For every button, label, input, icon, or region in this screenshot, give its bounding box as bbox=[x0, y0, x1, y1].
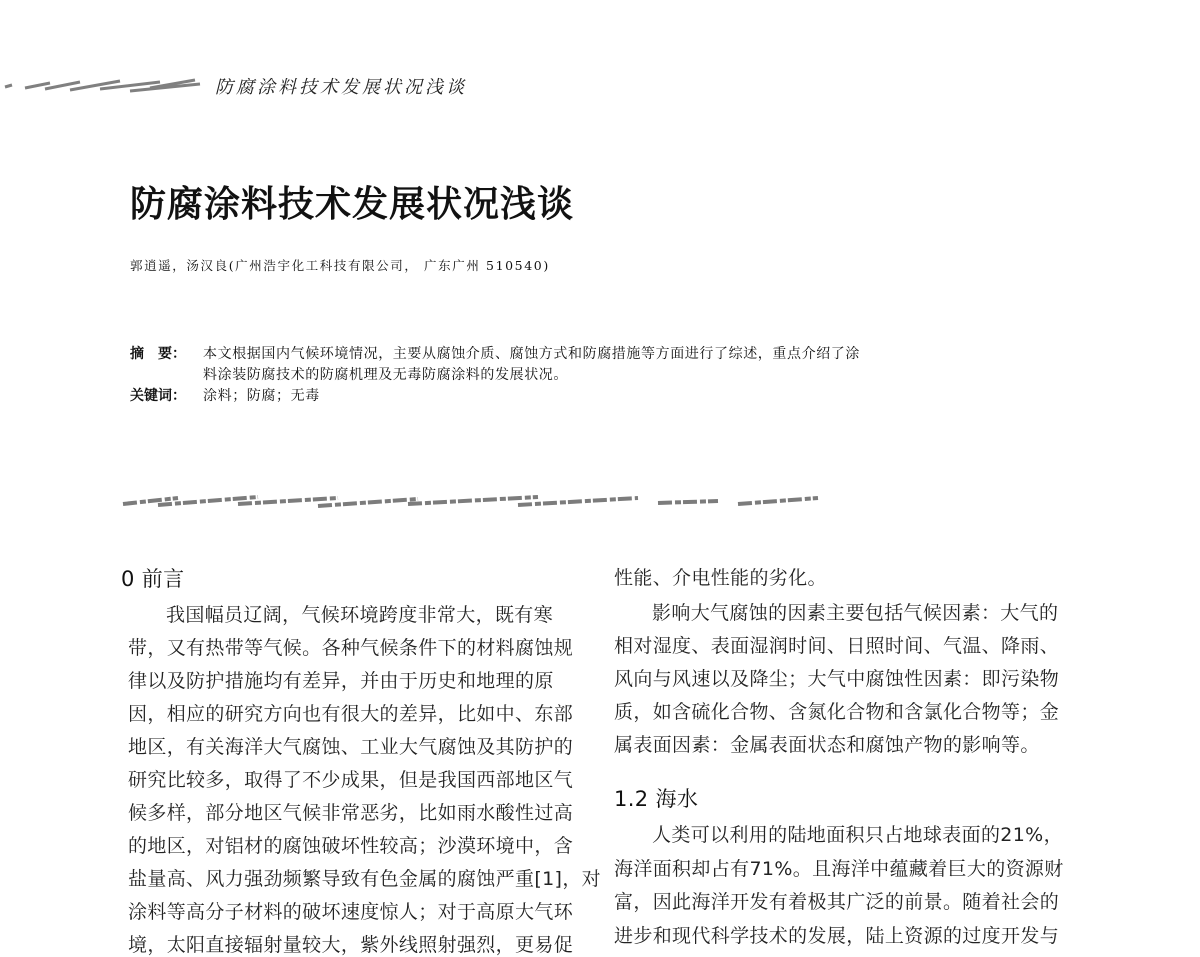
page-title: 防腐涂料技术发展状况浅谈 bbox=[130, 184, 575, 225]
body-line: 质，如含硫化合物、含氮化合物和含氯化合物等；金 bbox=[614, 701, 1060, 723]
body-line: 人类可以利用的陆地面积只占地球表面的21%， bbox=[652, 824, 1063, 846]
abstract-label: 摘 要： bbox=[130, 346, 186, 362]
body-line: 我国幅员辽阔，气候环境跨度非常大，既有寒 bbox=[166, 604, 554, 626]
body-line: 律以及防护措施均有差异，并由于历史和地理的原 bbox=[128, 670, 554, 692]
body-line: 进步和现代科学技术的发展，陆上资源的过度开发与 bbox=[614, 925, 1060, 947]
body-line: 研究比较多，取得了不少成果，但是我国西部地区气 bbox=[128, 769, 574, 791]
body-line: 属表面因素：金属表面状态和腐蚀产物的影响等。 bbox=[614, 734, 1040, 756]
body-line: 地区，有关海洋大气腐蚀、工业大气腐蚀及其防护的 bbox=[128, 736, 574, 758]
running-header: 防腐涂料技术发展状况浅谈 bbox=[215, 77, 467, 98]
body-line: 相对湿度、表面湿润时间、日照时间、气温、降雨、 bbox=[614, 635, 1060, 657]
authors: 郭逍遥，汤汉良(广州浩宇化工科技有限公司， 广东广州 510540) bbox=[130, 258, 550, 273]
body-line: 带，又有热带等气候。各种气候条件下的材料腐蚀规 bbox=[128, 637, 574, 659]
body-line: 影响大气腐蚀的因素主要包括气候因素：大气的 bbox=[652, 602, 1059, 624]
body-line: 的地区，对铝材的腐蚀破坏性较高；沙漠环境中，含 bbox=[128, 835, 574, 857]
header-decoration bbox=[0, 76, 205, 94]
keywords-text: 涂料；防腐；无毒 bbox=[203, 388, 320, 404]
body-line: 海洋面积却占有71%。且海洋中蕴藏着巨大的资源财 bbox=[614, 858, 1064, 880]
body-line: 富，因此海洋开发有着极其广泛的前景。随着社会的 bbox=[614, 891, 1060, 913]
body-line: 性能、介电性能的劣化。 bbox=[614, 567, 827, 589]
body-line: 因，相应的研究方向也有很大的差异，比如中、东部 bbox=[128, 703, 574, 725]
body-line: 境，太阳直接辐射量较大，紫外线照射强烈，更易促 bbox=[128, 934, 574, 956]
body-line: 涂料等高分子材料的破坏速度惊人；对于高原大气环 bbox=[128, 901, 574, 923]
section-heading: 0 前言 bbox=[121, 567, 185, 591]
keywords-label: 关键词： bbox=[130, 388, 186, 404]
section-divider-decoration bbox=[118, 492, 828, 510]
body-line: 盐量高、风力强劲频繁导致有色金属的腐蚀严重[1]，对 bbox=[128, 868, 602, 890]
body-line: 候多样，部分地区气候非常恶劣，比如雨水酸性过高 bbox=[128, 802, 574, 824]
abstract-line: 本文根据国内气候环境情况，主要从腐蚀介质、腐蚀方式和防腐措施等方面进行了综述，重点介绍了涂 bbox=[203, 346, 860, 362]
body-line: 风向与风速以及降尘；大气中腐蚀性因素：即污染物 bbox=[614, 668, 1060, 690]
section-heading: 1.2 海水 bbox=[614, 787, 699, 811]
abstract-line: 料涂装防腐技术的防腐机理及无毒防腐涂料的发展状况。 bbox=[203, 367, 568, 383]
